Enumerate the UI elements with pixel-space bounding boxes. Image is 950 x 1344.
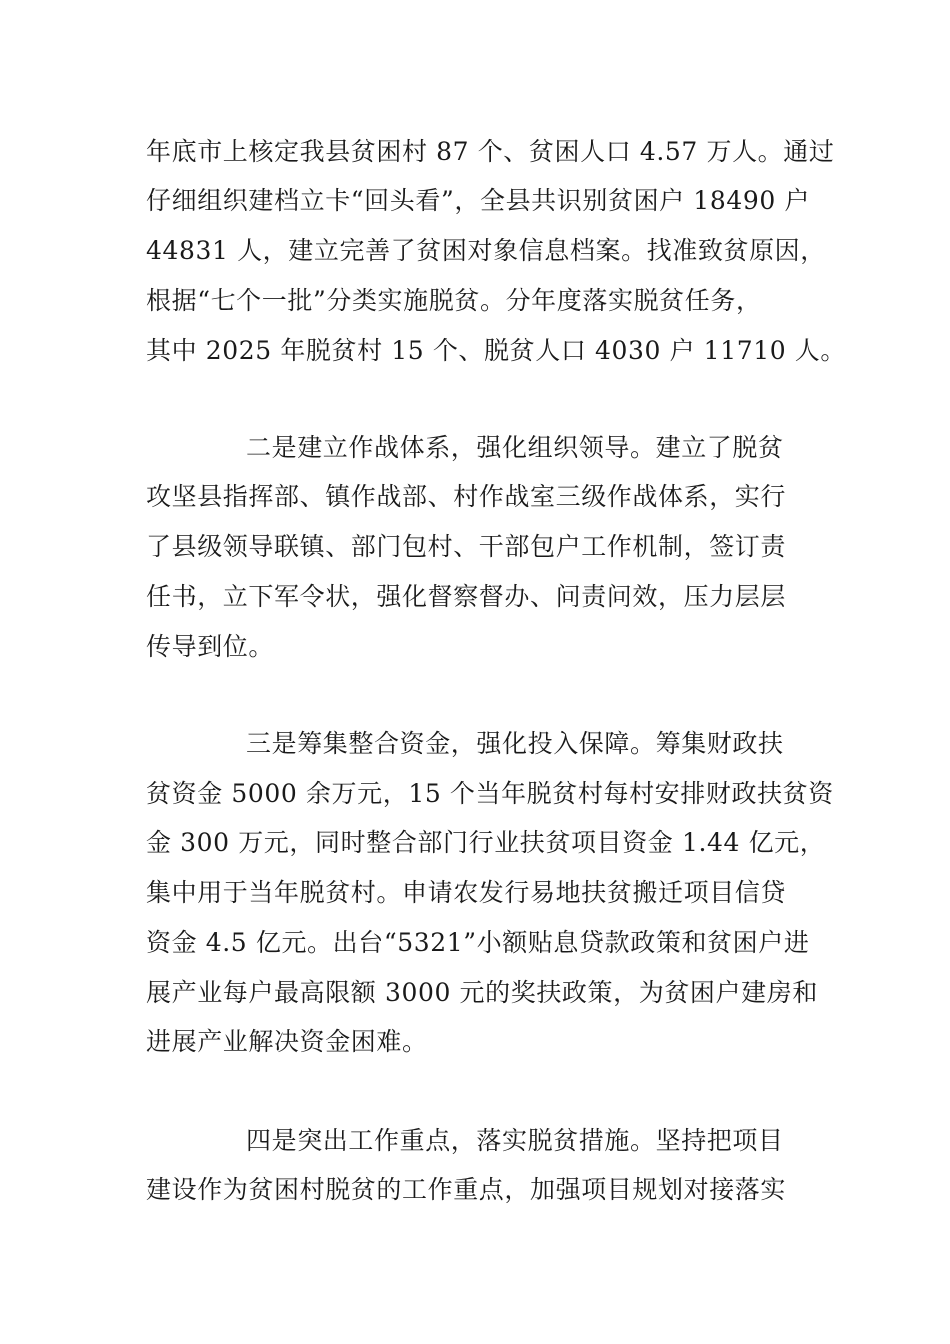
- paragraph-2-line-2: 攻坚县指挥部、镇作战部、村作战室三级作战体系，实行: [146, 482, 787, 511]
- paragraph-3-line-7: 进展产业解决资金困难。: [146, 1027, 428, 1056]
- paragraph-3-line-6: 展产业每户最高限额 3000 元的奖扶政策，为贫困户建房和: [146, 978, 818, 1007]
- paragraph-3-line-5: 资金 4.5 亿元。出台“5321”小额贴息贷款政策和贫困户进: [146, 928, 810, 957]
- paragraph-1-line-1: 年底市上核定我县贫困村 87 个、贫困人口 4.57 万人。通过: [146, 137, 835, 166]
- paragraph-4-line-2: 建设作为贫困村脱贫的工作重点，加强项目规划对接落实: [146, 1175, 787, 1204]
- paragraph-3-line-1: 三是筹集整合资金，强化投入保障。筹集财政扶: [246, 729, 784, 758]
- paragraph-1-line-5: 其中 2025 年脱贫村 15 个、脱贫人口 4030 户 11710 人。: [146, 336, 846, 365]
- paragraph-2-line-5: 传导到位。: [146, 632, 275, 661]
- paragraph-3-line-3: 金 300 万元，同时整合部门行业扶贫项目资金 1.44 亿元，: [146, 828, 826, 857]
- paragraph-3-line-4: 集中用于当年脱贫村。申请农发行易地扶贫搬迁项目信贷: [146, 878, 787, 907]
- paragraph-2-line-1: 二是建立作战体系，强化组织领导。建立了脱贫: [246, 433, 784, 462]
- paragraph-1-line-3: 44831 人，建立完善了贫困对象信息档案。找准致贫原因，: [146, 236, 826, 265]
- paragraph-3-line-2: 贫资金 5000 余万元，15 个当年脱贫村每村安排财政扶贫资: [146, 779, 834, 808]
- paragraph-1-line-4: 根据“七个一批”分类实施脱贫。分年度落实脱贫任务，: [146, 286, 762, 315]
- paragraph-2-line-3: 了县级领导联镇、部门包村、干部包户工作机制，签订责: [146, 532, 787, 561]
- paragraph-4-line-1: 四是突出工作重点，落实脱贫措施。坚持把项目: [246, 1126, 784, 1155]
- paragraph-2-line-4: 任书，立下军令状，强化督察督办、问责问效，压力层层: [146, 582, 787, 611]
- paragraph-1-line-2: 仔细组织建档立卡“回头看”，全县共识别贫困户 18490 户: [146, 186, 810, 215]
